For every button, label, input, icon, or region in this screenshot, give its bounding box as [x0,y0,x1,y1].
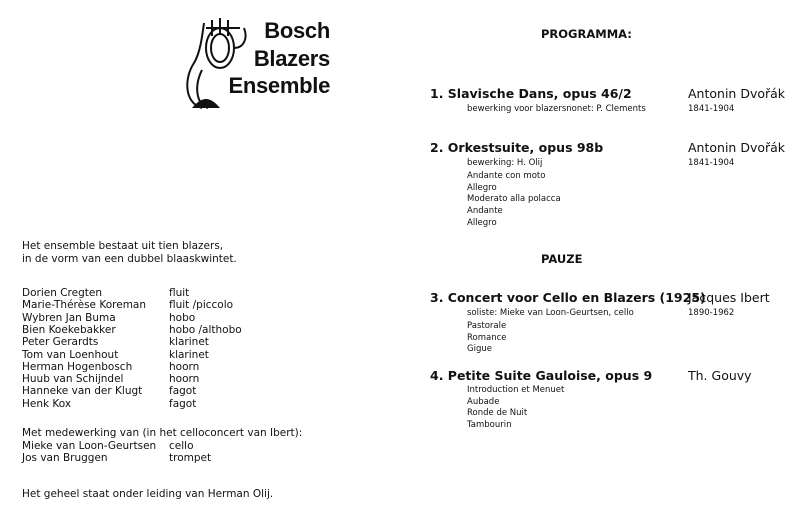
member-instrument: fagot [169,385,197,398]
member-name: Wybren Jan Buma [22,311,116,324]
movement: Pastorale [467,321,507,331]
piece-title: 3. Concert voor Cello en Blazers (1925) [430,290,706,305]
logo-line-2: Blazers [253,46,330,71]
piece-subtitle: bewerking: H. Olij [467,158,543,168]
movement: Moderato alla polacca [467,194,561,205]
movement: Romance [467,332,507,343]
member-name: Dorien Cregten [22,287,102,299]
member-instrument: hoorn [169,373,200,386]
movement: Tambourin [467,420,512,431]
intro-line-2: in de vorm van een dubbel blaaskwintet. [22,253,237,265]
movement: Aubade [467,396,500,407]
movement: Ronde de Nuit [467,408,528,419]
member-instrument: fluit [169,287,190,299]
member-name: Huub van Schijndel [22,373,124,386]
member-name: Hanneke van der Klugt [22,385,143,398]
composer-years: 1841-1904 [688,104,735,114]
member-instrument: hobo [169,311,196,324]
guest-name: Mieke van Loon-Geurtsen [22,439,157,452]
member-instrument: klarinet [169,348,209,361]
member-instrument: fagot [169,397,197,410]
composer-years: 1841-1904 [688,158,735,168]
programma-heading: PROGRAMMA: [541,27,632,41]
member-instrument: hobo /althobo [169,323,242,336]
movement: Andante con moto [467,171,546,181]
piece-composer: Antonin Dvořák [688,140,786,155]
guests-heading: Met medewerking van (in het celloconcert van Ibert): [22,427,303,439]
piece-title: 4. Petite Suite Gauloise, opus 9 [430,368,653,383]
member-instrument: fluit /piccolo [169,299,234,312]
member-name: Herman Hogenbosch [22,360,133,373]
member-name: Marie-Thérèse Koreman [22,299,147,312]
movement: Gigue [467,344,492,355]
guest-instrument: trompet [169,451,212,464]
member-instrument: klarinet [169,336,209,349]
movement: Andante [467,206,503,217]
piece-composer: Th. Gouvy [688,368,752,383]
piece-title: 2. Orkestsuite, opus 98b [430,140,604,155]
member-name: Tom van Loenhout [22,348,119,361]
member-name: Peter Gerardts [22,336,99,349]
piece-composer: Jacques Ibert [688,290,770,305]
piece-title: 1. Slavische Dans, opus 46/2 [430,86,632,101]
logo-line-1: Bosch [264,18,330,43]
movement: Introduction et Menuet [467,385,565,395]
composer-years: 1890-1962 [688,308,735,318]
member-instrument: hoorn [169,360,200,373]
guest-name: Jos van Bruggen [22,451,108,464]
piece-subtitle: bewerking voor blazersnonet: P. Clements [467,104,646,114]
conductor-note: Het geheel staat onder leiding van Herman Olij. [22,488,274,500]
logo-line-3: Ensemble [228,73,330,98]
movement: Allegro [467,217,497,228]
member-name: Bien Koekebakker [22,323,116,336]
member-name: Henk Kox [22,397,72,410]
intro-line-1: Het ensemble bestaat uit tien blazers, [22,240,224,252]
movement: Allegro [467,182,497,193]
piece-subtitle: soliste: Mieke van Loon-Geurtsen, cello [467,308,634,318]
pauze-heading: PAUZE [541,252,583,266]
piece-composer: Antonin Dvořák [688,86,786,101]
guest-instrument: cello [169,439,194,452]
